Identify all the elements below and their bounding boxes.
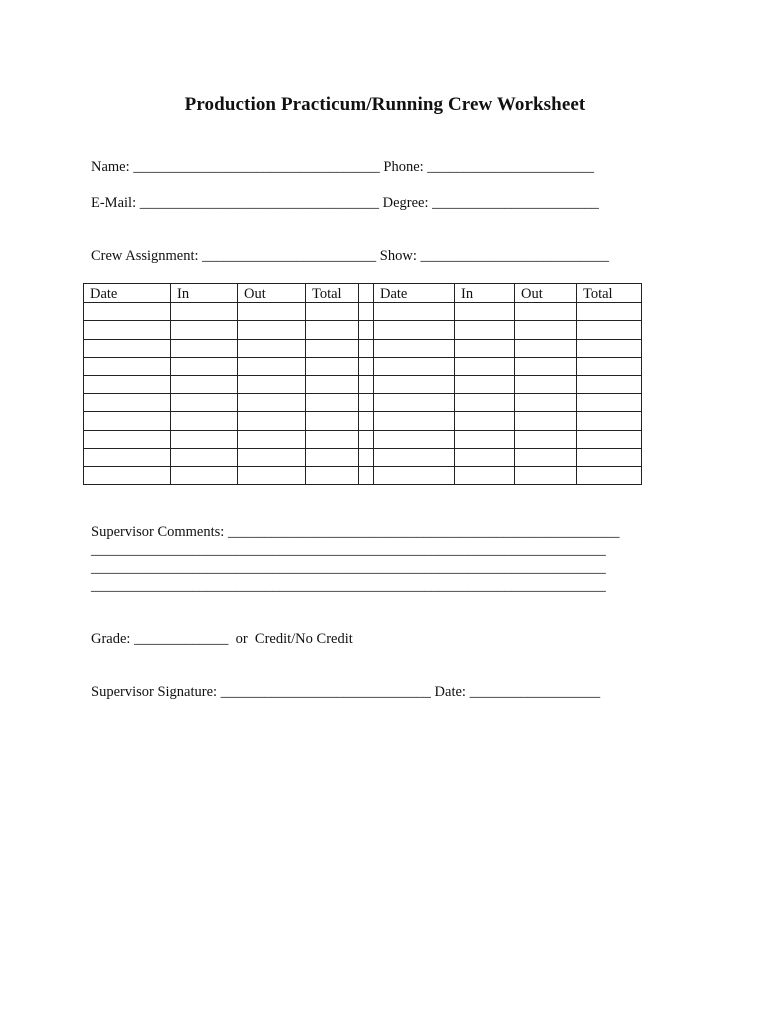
divider-column-cell <box>359 357 374 375</box>
cell-date-right[interactable] <box>374 303 455 321</box>
cell-in-right[interactable] <box>455 375 515 393</box>
cell-date-left[interactable] <box>84 303 171 321</box>
cell-in-right[interactable] <box>455 412 515 430</box>
cell-date-left[interactable] <box>84 448 171 466</box>
cell-total-right[interactable] <box>577 448 642 466</box>
table-row <box>84 303 642 321</box>
cell-date-left[interactable] <box>84 339 171 357</box>
cell-in-right[interactable] <box>455 448 515 466</box>
cell-date-left[interactable] <box>84 375 171 393</box>
page-title: Production Practicum/Running Crew Worksheet <box>184 94 586 115</box>
table-row <box>84 375 642 393</box>
cell-in-left[interactable] <box>171 430 238 448</box>
supervisor-signature-line[interactable]: Supervisor Signature: _____________________________ Date: __________________ <box>91 684 601 700</box>
cell-total-right[interactable] <box>577 321 642 339</box>
cell-total-right[interactable] <box>577 430 642 448</box>
crew-show-line[interactable]: Crew Assignment: ________________________ Show: __________________________ <box>91 248 609 264</box>
header-out-right: Out <box>515 284 577 303</box>
header-date-left: Date <box>84 284 171 303</box>
cell-out-left[interactable] <box>238 339 306 357</box>
divider-column-cell <box>359 284 374 303</box>
header-total-left: Total <box>306 284 359 303</box>
cell-out-left[interactable] <box>238 321 306 339</box>
table-row <box>84 466 642 484</box>
supervisor-comments-line[interactable]: Supervisor Comments: ______________________________________________________ <box>91 524 620 540</box>
grade-line[interactable]: Grade: _____________ or Credit/No Credit <box>91 631 353 647</box>
cell-total-right[interactable] <box>577 375 642 393</box>
cell-total-right[interactable] <box>577 394 642 412</box>
cell-out-left[interactable] <box>238 430 306 448</box>
hours-table <box>83 283 642 485</box>
table-header-row <box>84 284 642 303</box>
cell-out-left[interactable] <box>238 394 306 412</box>
cell-in-left[interactable] <box>171 412 238 430</box>
table-row <box>84 357 642 375</box>
cell-out-right[interactable] <box>515 466 577 484</box>
cell-date-right[interactable] <box>374 466 455 484</box>
cell-date-right[interactable] <box>374 339 455 357</box>
cell-total-right[interactable] <box>577 412 642 430</box>
divider-column-cell <box>359 375 374 393</box>
cell-out-right[interactable] <box>515 394 577 412</box>
divider-column-cell <box>359 394 374 412</box>
cell-in-left[interactable] <box>171 339 238 357</box>
cell-total-left[interactable] <box>306 339 359 357</box>
cell-in-right[interactable] <box>455 321 515 339</box>
divider-column-cell <box>359 466 374 484</box>
cell-total-right[interactable] <box>577 466 642 484</box>
cell-out-right[interactable] <box>515 430 577 448</box>
divider-column-cell <box>359 448 374 466</box>
cell-out-left[interactable] <box>238 466 306 484</box>
cell-date-right[interactable] <box>374 375 455 393</box>
cell-total-left[interactable] <box>306 321 359 339</box>
cell-out-right[interactable] <box>515 339 577 357</box>
divider-column-cell <box>359 412 374 430</box>
table-row <box>84 412 642 430</box>
cell-in-left[interactable] <box>171 357 238 375</box>
cell-total-left[interactable] <box>306 430 359 448</box>
cell-in-left[interactable] <box>171 394 238 412</box>
table-row <box>84 430 642 448</box>
cell-out-left[interactable] <box>238 357 306 375</box>
comments-line-3[interactable]: _______________________________________________________________________ <box>91 560 606 576</box>
cell-in-left[interactable] <box>171 303 238 321</box>
cell-date-right[interactable] <box>374 430 455 448</box>
divider-column-cell <box>359 303 374 321</box>
cell-date-left[interactable] <box>84 412 171 430</box>
cell-out-left[interactable] <box>238 412 306 430</box>
cell-date-right[interactable] <box>374 357 455 375</box>
table-row <box>84 394 642 412</box>
cell-date-left[interactable] <box>84 430 171 448</box>
cell-in-left[interactable] <box>171 466 238 484</box>
cell-date-left[interactable] <box>84 394 171 412</box>
cell-total-left[interactable] <box>306 412 359 430</box>
cell-in-right[interactable] <box>455 466 515 484</box>
cell-out-left[interactable] <box>238 448 306 466</box>
cell-total-left[interactable] <box>306 466 359 484</box>
name-phone-line[interactable]: Name: __________________________________ Phone: _______________________ <box>91 159 595 175</box>
divider-column-cell <box>359 430 374 448</box>
header-date-right: Date <box>374 284 455 303</box>
cell-out-left[interactable] <box>238 375 306 393</box>
table-row <box>84 448 642 466</box>
table-row <box>84 321 642 339</box>
cell-out-right[interactable] <box>515 375 577 393</box>
comments-line-2[interactable]: _______________________________________________________________________ <box>91 542 606 558</box>
cell-out-right[interactable] <box>515 357 577 375</box>
cell-total-left[interactable] <box>306 448 359 466</box>
cell-total-right[interactable] <box>577 303 642 321</box>
cell-total-left[interactable] <box>306 357 359 375</box>
header-total-right: Total <box>577 284 642 303</box>
cell-in-left[interactable] <box>171 448 238 466</box>
cell-total-left[interactable] <box>306 375 359 393</box>
divider-column-cell <box>359 321 374 339</box>
cell-total-left[interactable] <box>306 394 359 412</box>
cell-in-left[interactable] <box>171 321 238 339</box>
cell-in-right[interactable] <box>455 357 515 375</box>
cell-date-left[interactable] <box>84 357 171 375</box>
cell-in-right[interactable] <box>455 339 515 357</box>
cell-total-right[interactable] <box>577 339 642 357</box>
cell-out-right[interactable] <box>515 412 577 430</box>
cell-in-right[interactable] <box>455 303 515 321</box>
header-in-left: In <box>171 284 238 303</box>
email-degree-line[interactable]: E-Mail: _________________________________ Degree: _______________________ <box>91 195 599 211</box>
comments-line-4[interactable]: _______________________________________________________________________ <box>91 578 606 594</box>
cell-date-left[interactable] <box>84 466 171 484</box>
header-in-right: In <box>455 284 515 303</box>
cell-date-right[interactable] <box>374 321 455 339</box>
cell-date-right[interactable] <box>374 394 455 412</box>
cell-in-right[interactable] <box>455 394 515 412</box>
cell-in-right[interactable] <box>455 430 515 448</box>
cell-out-right[interactable] <box>515 303 577 321</box>
cell-total-right[interactable] <box>577 357 642 375</box>
cell-date-right[interactable] <box>374 412 455 430</box>
cell-in-left[interactable] <box>171 375 238 393</box>
divider-column-cell <box>359 339 374 357</box>
cell-out-right[interactable] <box>515 448 577 466</box>
cell-total-left[interactable] <box>306 303 359 321</box>
cell-date-right[interactable] <box>374 448 455 466</box>
header-out-left: Out <box>238 284 306 303</box>
table-row <box>84 339 642 357</box>
cell-date-left[interactable] <box>84 321 171 339</box>
cell-out-left[interactable] <box>238 303 306 321</box>
cell-out-right[interactable] <box>515 321 577 339</box>
